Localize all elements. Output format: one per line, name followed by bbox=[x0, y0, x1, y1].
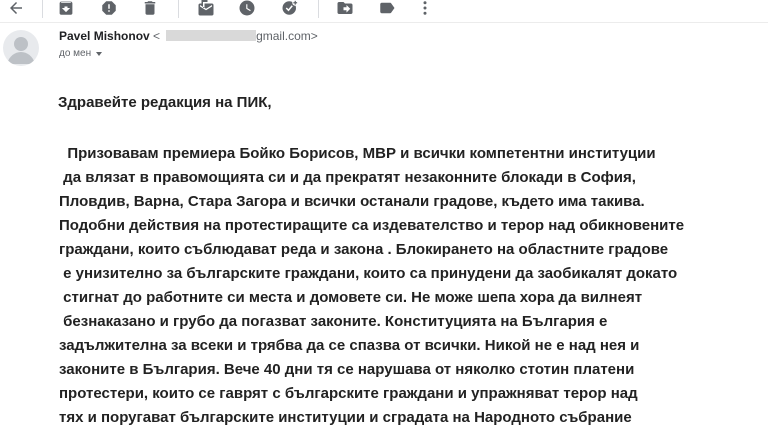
report-spam-icon[interactable] bbox=[97, 0, 121, 18]
avatar-silhouette-icon bbox=[3, 30, 39, 66]
body-line: да влязат в правомощията си и да прекратят незаконните блокади в София, bbox=[59, 169, 636, 186]
message-greeting: Здравейте редакция на ПИК, bbox=[58, 94, 272, 111]
message-toolbar bbox=[0, 0, 768, 20]
sender-line bbox=[59, 29, 318, 43]
sender-email-domain: gmail.com> bbox=[256, 29, 318, 43]
body-line: тях и поругават българските институции и сградата на Народното събрание bbox=[59, 409, 632, 426]
sender-email-open: < bbox=[153, 29, 161, 43]
snooze-icon[interactable] bbox=[235, 0, 259, 18]
toolbar-divider bbox=[178, 0, 179, 18]
body-line: безнаказано и грубо да погазват законите. Конституцията на България е bbox=[59, 313, 608, 330]
toolbar-divider bbox=[42, 0, 43, 18]
redacted-email bbox=[166, 30, 256, 41]
delete-icon[interactable] bbox=[138, 0, 162, 18]
recipient-label: до мен bbox=[59, 48, 92, 59]
toolbar-divider-line bbox=[0, 22, 768, 23]
body-line: стигнат до работните си места и домовете си. Не може шепа хора да вилнеят bbox=[59, 289, 643, 306]
sender-avatar[interactable] bbox=[3, 30, 39, 66]
body-line: задължителна за всеки и трябва да се спазва от всички. Никой не е над нея и bbox=[59, 337, 640, 354]
chevron-down-icon bbox=[96, 52, 102, 56]
body-line: законите в България. Вече 40 дни тя се нарушава от няколко стотин платени bbox=[59, 361, 635, 378]
recipient-details-toggle[interactable] bbox=[59, 48, 102, 60]
mark-unread-icon[interactable] bbox=[194, 0, 218, 18]
move-to-icon[interactable] bbox=[333, 0, 357, 18]
add-task-icon[interactable] bbox=[278, 0, 302, 18]
body-line: Призовавам премиера Бойко Борисов, МВР и всички компетентни институции bbox=[59, 145, 656, 162]
body-line: протестери, които се гаврят с българските граждани и упражняват терор над bbox=[59, 385, 638, 402]
toolbar-divider bbox=[318, 0, 319, 18]
body-line: Пловдив, Варна, Стара Загора и всички останали градове, където има такива. bbox=[59, 193, 645, 210]
body-line: граждани, които съблюдават реда и закона . Блокирането на областните градове bbox=[59, 241, 669, 258]
body-line: Подобни действия на протестиращите са издевателство и терор над обикновените bbox=[59, 217, 685, 234]
sender-name[interactable]: Pavel Mishonov bbox=[59, 29, 150, 43]
body-line: е унизително за българските граждани, които са принудени да заобикалят докато bbox=[59, 265, 678, 282]
back-arrow-icon[interactable] bbox=[4, 0, 28, 18]
more-vert-icon[interactable] bbox=[413, 0, 437, 18]
archive-icon[interactable] bbox=[54, 0, 78, 18]
label-icon[interactable] bbox=[375, 0, 399, 18]
